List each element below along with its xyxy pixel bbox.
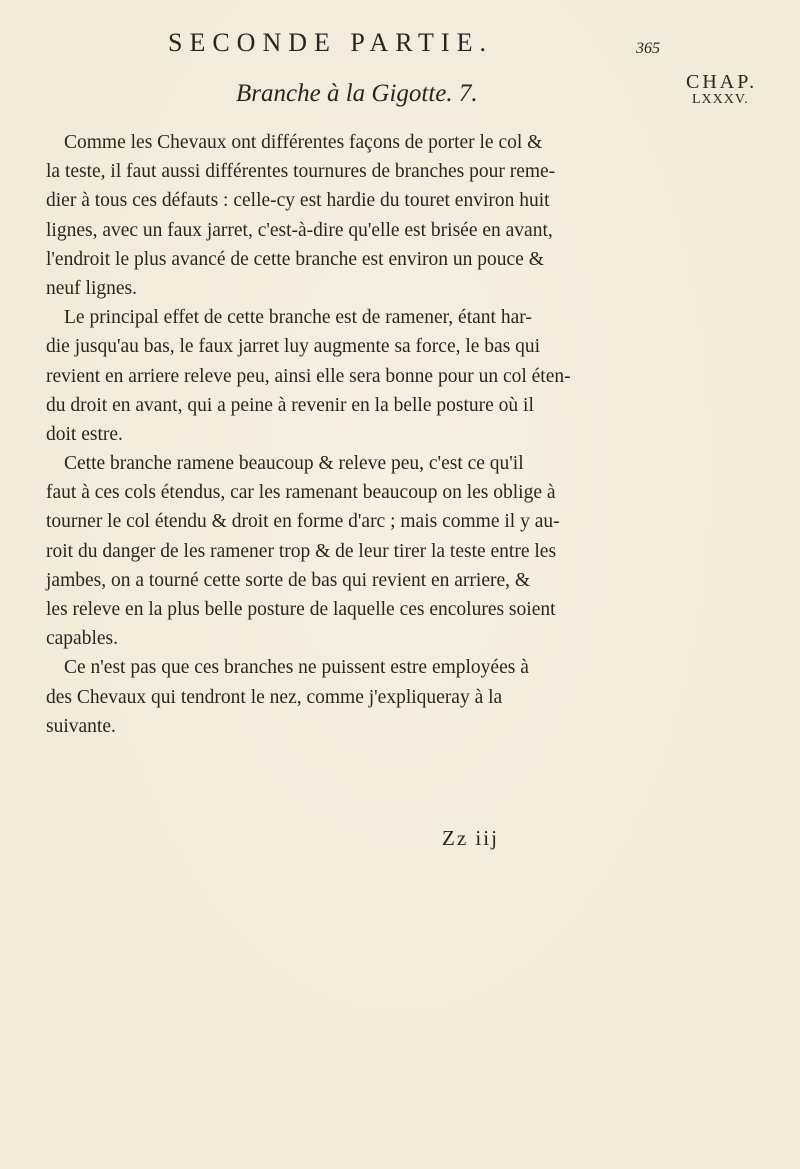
text-line: des Chevaux qui tendront le nez, comme j'expliqueray à la [46,686,503,708]
text-line: roit du danger de les ramener trop & de leur tirer la teste entre les [46,540,557,562]
text-line: Ce n'est pas que ces branches ne puissent estre employées à [64,657,529,679]
text-line: jambes, on a tourné cette sorte de bas qui revient en arriere, & [46,569,531,591]
signature-mark: Zz iij [442,826,499,850]
text-line: les releve en la plus belle posture de laquelle ces encolures soient [46,599,556,620]
text-line: tourner le col étendu & droit en forme d'arc ; mais comme il y au- [46,511,560,533]
text-line: capables. [46,628,119,650]
section-title: Branche à la Gigotte. 7. [236,80,478,107]
text-line: Cette branche ramene beaucoup & releve peu, c'est ce qu'il [64,453,524,475]
text-line: Le principal effet de cette branche est de ramener, étant har- [64,307,532,329]
chapter-marker [686,72,796,108]
text-line: revient en arriere releve peu, ainsi elle sera bonne pour un col éten- [46,365,571,387]
text-line: die jusqu'au bas, le faux jarret luy augmente sa force, le bas qui [46,336,541,358]
body-text [46,128,714,741]
text-line: dier à tous ces défauts : celle-cy est hardie du touret environ huit [46,190,550,212]
text-line: neuf lignes. [46,277,137,299]
text-line: faut à ces cols étendus, car les ramenant beaucoup on les oblige à [46,482,556,504]
chapter-word: CHAP. [686,71,758,93]
text-line: lignes, avec un faux jarret, c'est-à-dire qu'elle est brisée en avant, [46,219,553,241]
page-number: 365 [636,40,660,57]
running-head: SECONDE PARTIE. [168,28,493,57]
text-line: Comme les Chevaux ont différentes façons de porter le col & [64,132,543,153]
text-line: la teste, il faut aussi différentes tournures de branches pour reme- [46,161,556,183]
chapter-number: LXXXV. [692,92,749,107]
text-line: l'endroit le plus avancé de cette branche est environ un pouce & [46,248,544,270]
text-line: suivante. [46,715,116,737]
text-line: du droit en avant, qui a peine à revenir en la belle posture où il [46,394,534,416]
text-line: doit estre. [46,423,123,445]
